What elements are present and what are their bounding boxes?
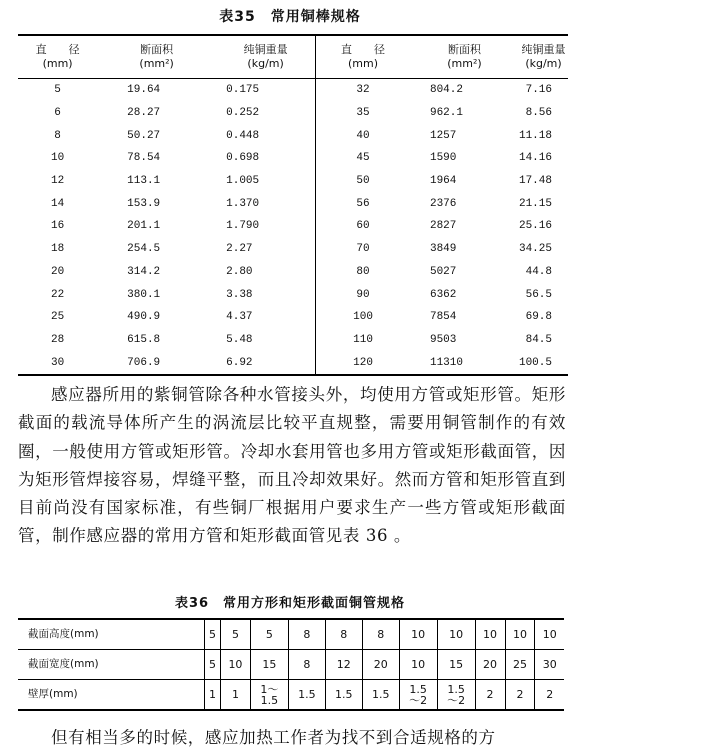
table36-cell: 10 (535, 619, 564, 650)
body-paragraph: 感应器所用的紫铜管除各种水管接头外，均使用方管或矩形管。矩形截面的载流导体所产生的涡流层比较平直规整，需要用铜管制作的有效圈，一般使用方管或矩形管。冷却水套用管也多用方管或矩形截面管，因为矩形管焊接容易，焊缝平整，而且冷却效果好。然而方管和矩形管直到目前尚没有国家标准，有些铜厂根据用户要求生产一些方管或矩形截面管，制作感应器的常用方管和矩形截面管见表 36 。 (18, 385, 566, 546)
table35-cell: 11.18 (518, 129, 552, 142)
table35-cell: 706.9 (97, 351, 216, 375)
table35-cell: 2827 (429, 220, 457, 233)
table36-cell: 5 (205, 650, 221, 680)
table35-row (18, 329, 568, 352)
table35-cell: 2376 (429, 197, 457, 210)
table35-cell: 804.2 (429, 84, 463, 97)
table36-row-label: 截面宽度(mm) (18, 650, 205, 680)
table35-header: 直 径 (mm) (18, 35, 97, 79)
table35-header: 纯铜重量 (kg/m) (519, 35, 568, 79)
table35-header: 直 径 (mm) (316, 35, 410, 79)
table35-cell: 35 (316, 102, 410, 125)
table35-cell: 60 (316, 215, 410, 238)
table35-cell: 45 (316, 147, 410, 170)
table36-cell: 10 (399, 650, 437, 680)
table36-body (18, 619, 564, 710)
table35-cell: 50.27 (127, 129, 161, 142)
table35-cell: 1.790 (226, 220, 260, 233)
table36-cell: 1.5 ～2 (437, 680, 475, 711)
table35-cell: 7.16 (525, 84, 552, 97)
table35-cell: 0.175 (226, 84, 260, 97)
table35-cell: 1.005 (226, 175, 260, 188)
table36-row (18, 650, 564, 680)
table35-header: 纯铜重量 (kg/m) (216, 35, 315, 79)
table35-cell: 90 (316, 283, 410, 306)
table35-cell: 8 (54, 129, 61, 142)
table35-cell: 14.16 (518, 152, 552, 165)
table35-cell: 120 (316, 351, 410, 375)
table35-title: 表35 常用铜棒规格 (219, 9, 361, 25)
table35-cell: 70 (316, 238, 410, 261)
table35-cell: 3849 (429, 243, 457, 256)
table35-cell: 7854 (429, 311, 457, 324)
table35-cell: 78.54 (127, 152, 161, 165)
table35-cell: 1590 (429, 152, 457, 165)
table36-cell: 1.5 ～2 (399, 680, 437, 711)
table35-row (18, 170, 568, 193)
table35-cell: 100 (316, 306, 410, 329)
table35-cell: 32 (316, 79, 410, 102)
table35-cell: 56 (316, 192, 410, 215)
table35-cell: 6362 (429, 288, 457, 301)
table36-cell: 8 (288, 619, 325, 650)
table35-cell: 1964 (429, 175, 457, 188)
body-last-line: 但有相当多的时候，感应加热工作者为找不到合适规格的方 (51, 728, 496, 747)
table36-row-label: 壁厚(mm) (18, 680, 205, 711)
table36-cell: 15 (437, 650, 475, 680)
table35-cell: 5 (54, 84, 61, 97)
table35-cell: 5.48 (226, 333, 253, 346)
table35-cell: 962.1 (429, 107, 463, 120)
table36-cell: 10 (437, 619, 475, 650)
table36-cell: 1～ 1.5 (250, 680, 288, 711)
table35-row (18, 102, 568, 125)
table36-cell: 8 (325, 619, 362, 650)
table35-cell: 0.698 (226, 152, 260, 165)
copper-tube-spec-table (18, 618, 564, 711)
table35-row (18, 238, 568, 261)
table36-cell: 2 (535, 680, 564, 711)
table36-cell: 10 (399, 619, 437, 650)
table35-cell: 6.92 (216, 351, 315, 375)
table35-cell: 4.37 (226, 311, 253, 324)
table35-cell: 50 (316, 170, 410, 193)
table35-cell: 3.38 (226, 288, 253, 301)
table35-cell: 30 (18, 351, 97, 375)
table35-cell: 110 (316, 329, 410, 352)
table35-cell: 11310 (410, 351, 519, 375)
table36-title: 表36 常用方形和矩形截面铜管规格 (174, 596, 406, 611)
table35-row (18, 124, 568, 147)
table36-cell: 30 (535, 650, 564, 680)
table35-cell: 1257 (429, 129, 457, 142)
table35-cell: 17.48 (518, 175, 552, 188)
table36-row (18, 680, 564, 711)
table36-cell: 8 (362, 619, 399, 650)
table35-cell: 615.8 (127, 333, 161, 346)
table36-cell: 1 (205, 680, 221, 711)
table36-cell: 1.5 (362, 680, 399, 711)
table35-cell: 8.56 (525, 107, 552, 120)
table35-cell: 5027 (429, 265, 457, 278)
table35-cell: 153.9 (127, 197, 161, 210)
table35-cell: 69.8 (525, 311, 552, 324)
table35-cell: 314.2 (127, 265, 161, 278)
table35-cell: 19.64 (127, 84, 161, 97)
table36-cell: 20 (475, 650, 505, 680)
table35-row (18, 215, 568, 238)
copper-rod-spec-table (18, 34, 568, 376)
table35-cell: 18 (50, 243, 65, 256)
table35-row (18, 192, 568, 215)
table35-cell: 80 (316, 261, 410, 284)
table35-cell: 28.27 (127, 107, 161, 120)
table35-body (18, 79, 568, 375)
table35-cell: 44.8 (525, 265, 552, 278)
table35-cell: 2.27 (226, 243, 253, 256)
table36-cell: 12 (325, 650, 362, 680)
table35-cell: 12 (50, 175, 65, 188)
table35-cell: 254.5 (127, 243, 161, 256)
table36-cell: 1.5 (325, 680, 362, 711)
table36-cell: 15 (250, 650, 288, 680)
table35-cell: 22 (50, 288, 65, 301)
table35-cell: 490.9 (127, 311, 161, 324)
table36-row-label: 截面高度(mm) (18, 619, 205, 650)
table35-row (18, 283, 568, 306)
table35-cell: 40 (316, 124, 410, 147)
table36-cell: 2 (475, 680, 505, 711)
table35-header-row (18, 35, 568, 79)
table35-cell: 34.25 (518, 243, 552, 256)
table35-cell: 21.15 (518, 197, 552, 210)
table36-cell: 20 (362, 650, 399, 680)
table35-row (18, 351, 568, 375)
table35-cell: 100.5 (519, 351, 568, 375)
table36-cell: 5 (250, 619, 288, 650)
table35-row (18, 147, 568, 170)
table35-cell: 2.80 (226, 265, 253, 278)
table35-cell: 14 (50, 197, 65, 210)
table35-header: 断面积 (mm²) (410, 35, 519, 79)
table35-cell: 0.252 (226, 107, 260, 120)
table35-cell: 10 (50, 152, 65, 165)
table36-cell: 10 (475, 619, 505, 650)
table35-cell: 0.448 (226, 129, 260, 142)
table35-cell: 16 (50, 220, 65, 233)
table36-cell: 8 (288, 650, 325, 680)
table35-cell: 201.1 (127, 220, 161, 233)
table35-cell: 380.1 (127, 288, 161, 301)
table35-row (18, 261, 568, 284)
table36-cell: 1 (220, 680, 250, 711)
table35-cell: 1.370 (226, 197, 260, 210)
table35-cell: 25.16 (518, 220, 552, 233)
table36-cell: 10 (220, 650, 250, 680)
table35-cell: 84.5 (525, 333, 552, 346)
table36-cell: 1.5 (288, 680, 325, 711)
table35-cell: 25 (50, 311, 65, 324)
table36-cell: 5 (205, 619, 221, 650)
table36-cell: 2 (505, 680, 535, 711)
table36-cell: 25 (505, 650, 535, 680)
table35-cell: 56.5 (525, 288, 552, 301)
table35-header: 断面积 (mm²) (97, 35, 216, 79)
table35-cell: 6 (54, 107, 61, 120)
table35-cell: 113.1 (127, 175, 161, 188)
table36-row (18, 619, 564, 650)
table35-row (18, 79, 568, 102)
table35-cell: 20 (50, 265, 65, 278)
table35-row (18, 306, 568, 329)
table35-cell: 9503 (429, 333, 457, 346)
table35-cell: 28 (50, 333, 65, 346)
table36-cell: 5 (220, 619, 250, 650)
table36-cell: 10 (505, 619, 535, 650)
